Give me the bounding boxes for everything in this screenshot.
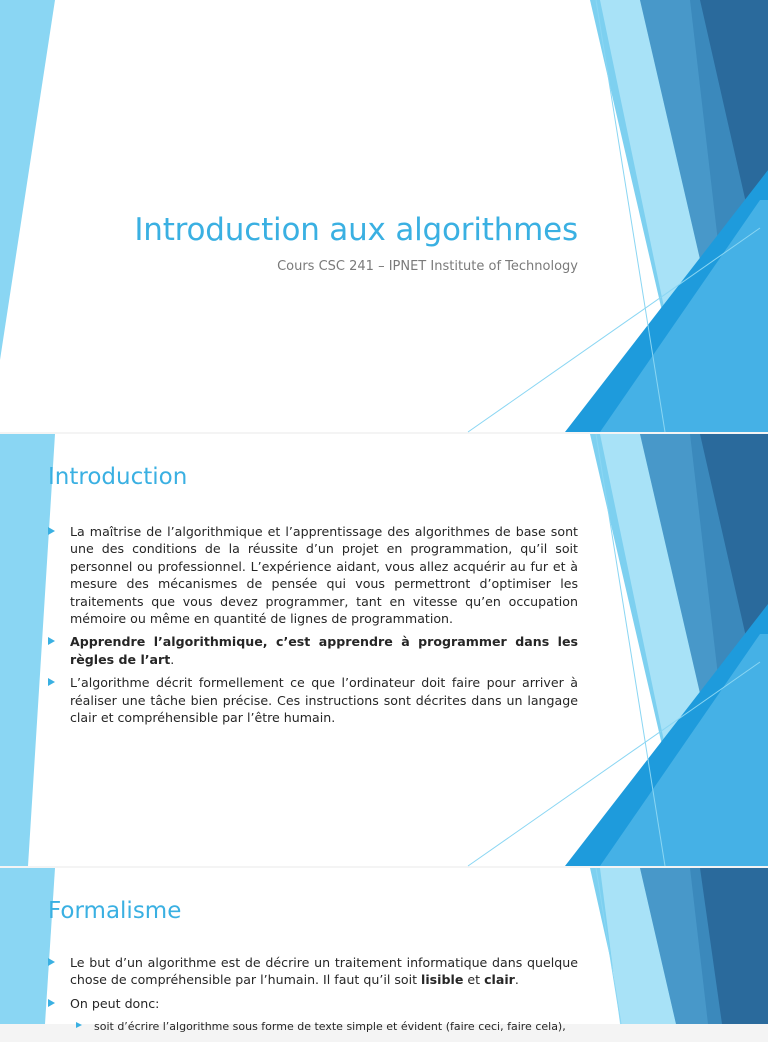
presentation-title: Introduction aux algorithmes: [134, 212, 578, 248]
introduction-slide: [0, 434, 768, 866]
bullet-item: [48, 523, 578, 627]
slide-heading: Introduction: [48, 464, 188, 490]
bullet-item: [48, 633, 578, 668]
bullet-bold-text: lisible: [421, 972, 464, 988]
left-accent-triangle: [0, 0, 55, 360]
bullet-suffix: .: [170, 651, 175, 667]
bullet-item: [48, 674, 578, 726]
bullet-arrow-icon: [48, 958, 55, 966]
bullet-bold-text: clair: [484, 972, 515, 988]
bullet-arrow-icon: [48, 678, 55, 686]
left-accent-triangle: [0, 434, 55, 866]
slide-heading: Formalisme: [48, 898, 182, 924]
formalisme-slide: [0, 868, 768, 1034]
bullet-suffix: .: [514, 972, 519, 988]
bullet-text: L’algorithme décrit formellement ce que l’ordinateur doit faire pour arriver à réaliser une tâche bien précise. Ces instructions sont décrites dans un langage clair et compréhensible par l’être humain.: [70, 675, 578, 726]
bullet-text: On peut donc:: [70, 995, 160, 1011]
sub-bullet-item: [48, 1018, 578, 1035]
bullet-text: Le but d’un algorithme est de décrire un traitement informatique dans quelque chose de compréhensible par l’humain. Il faut qu’il soit: [70, 955, 578, 988]
bullet-text: et: [463, 972, 485, 988]
presentation-subtitle: Cours CSC 241 – IPNET Institute of Technology: [277, 259, 578, 274]
bullet-item: [48, 995, 578, 1012]
title-slide: [0, 0, 768, 432]
bullet-arrow-icon: [48, 527, 55, 535]
sub-bullet-text: soit d’écrire l’algorithme sous forme de texte simple et évident (faire ceci, faire cela),: [94, 1020, 566, 1034]
left-accent-triangle: [0, 868, 55, 1024]
bullet-arrow-icon: [48, 999, 55, 1007]
bullet-arrow-icon: [48, 637, 55, 645]
bullet-list: [48, 523, 578, 732]
bullet-item: [48, 954, 578, 989]
bullet-list: [48, 954, 578, 1042]
sub-bullet-arrow-icon: [76, 1022, 82, 1028]
bullet-text: La maîtrise de l’algorithmique et l’apprentissage des algorithmes de base sont une des conditions de la réussite d’un projet en programmation, qu’il soit personnel ou professionnel. L’expérience aidant, vous allez acquérir au fur et à mesure des mécanismes de pensée qui vous permettront d’optimiser les traitements que vous devez programmer, tant en vitesse qu’en occupation mémoire ou même en quantité de lignes de programmation.: [70, 524, 578, 627]
bullet-bold-text: Apprendre l’algorithmique, c’est apprendre à programmer dans les règles de l’art: [70, 634, 578, 667]
